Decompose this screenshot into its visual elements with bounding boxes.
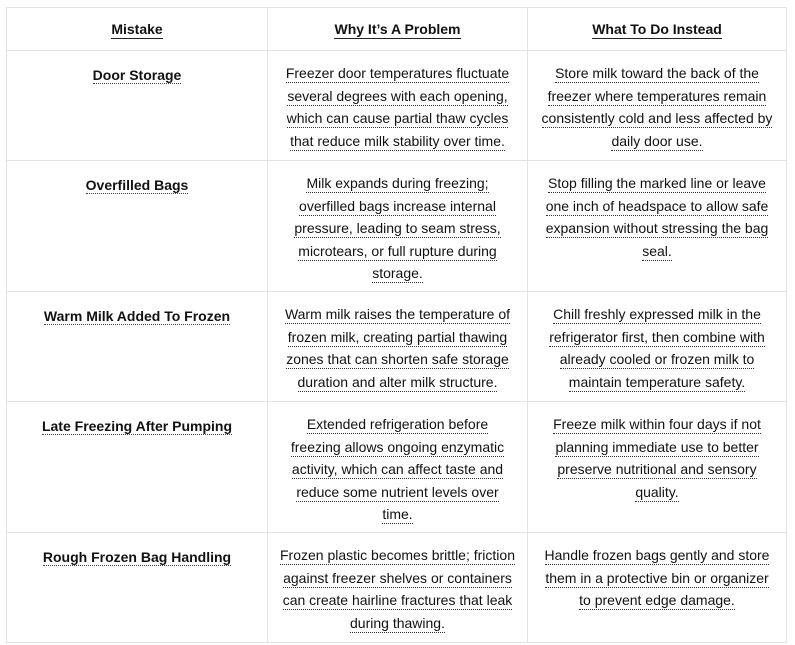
table-row [7,161,787,292]
problem-cell [268,161,528,292]
mistake-label: Rough Frozen Bag Handling [42,549,232,565]
header-problem [268,8,528,51]
instead-text: Freeze milk within four days if not planning immediate use to better preserve nutritional and sensory quality. [553,416,761,500]
header-row [7,8,787,51]
instead-cell [528,533,787,643]
mistake-cell [7,292,268,402]
problem-cell [268,51,528,161]
mistake-label: Door Storage [92,67,182,83]
problem-cell [268,292,528,402]
table-header [7,8,787,51]
instead-cell [528,292,787,402]
problem-text: Freezer door temperatures fluctuate several degrees with each opening, which can cause partial thaw cycles that reduce milk stability over time. [285,65,510,149]
mistake-cell [7,51,268,161]
problem-text: Extended refrigeration before freezing allows ongoing enzymatic activity, which can affect taste and reduce some nutrient levels over time. [290,416,505,522]
problem-text: Warm milk raises the temperature of frozen milk, creating partial thawing zones that can shorten safe storage duration and alter milk structure. [284,306,511,390]
problem-text: Milk expands during freezing; overfilled bags increase internal pressure, leading to seam stress, microtears, or full rupture during storage. [294,175,501,281]
table-row [7,292,787,402]
mistake-label: Late Freezing After Pumping [41,418,233,434]
instead-text: Stop filling the marked line or leave one inch of headspace to allow safe expansion without stressing the bag seal. [545,175,769,259]
header-mistake [7,8,268,51]
header-instead [528,8,787,51]
instead-cell [528,51,787,161]
instead-text: Store milk toward the back of the freezer where temperatures remain consistently cold and less affected by daily door use. [541,65,773,149]
table-row [7,51,787,161]
mistake-cell [7,533,268,643]
table-row [7,533,787,643]
mistake-label: Warm Milk Added To Frozen [43,308,231,324]
header-mistake-label: Mistake [111,21,163,37]
problem-cell [268,402,528,533]
table-row [7,402,787,533]
problem-cell [268,533,528,643]
instead-cell [528,402,787,533]
header-problem-label: Why It’s A Problem [334,21,461,37]
mistake-label: Overfilled Bags [85,177,189,193]
mistake-cell [7,161,268,292]
instead-text: Chill freshly expressed milk in the refrigerator first, then combine with already cooled or frozen milk to maintain temperature safety. [549,306,765,390]
instead-text: Handle frozen bags gently and store them in a protective bin or organizer to prevent edge damage. [544,547,770,608]
instead-cell [528,161,787,292]
mistakes-table [6,7,787,643]
mistake-cell [7,402,268,533]
table-body [7,51,787,643]
problem-text: Frozen plastic becomes brittle; friction against freezer shelves or containers can create hairline fractures that leak during thawing. [280,547,515,631]
header-instead-label: What To Do Instead [592,21,722,37]
